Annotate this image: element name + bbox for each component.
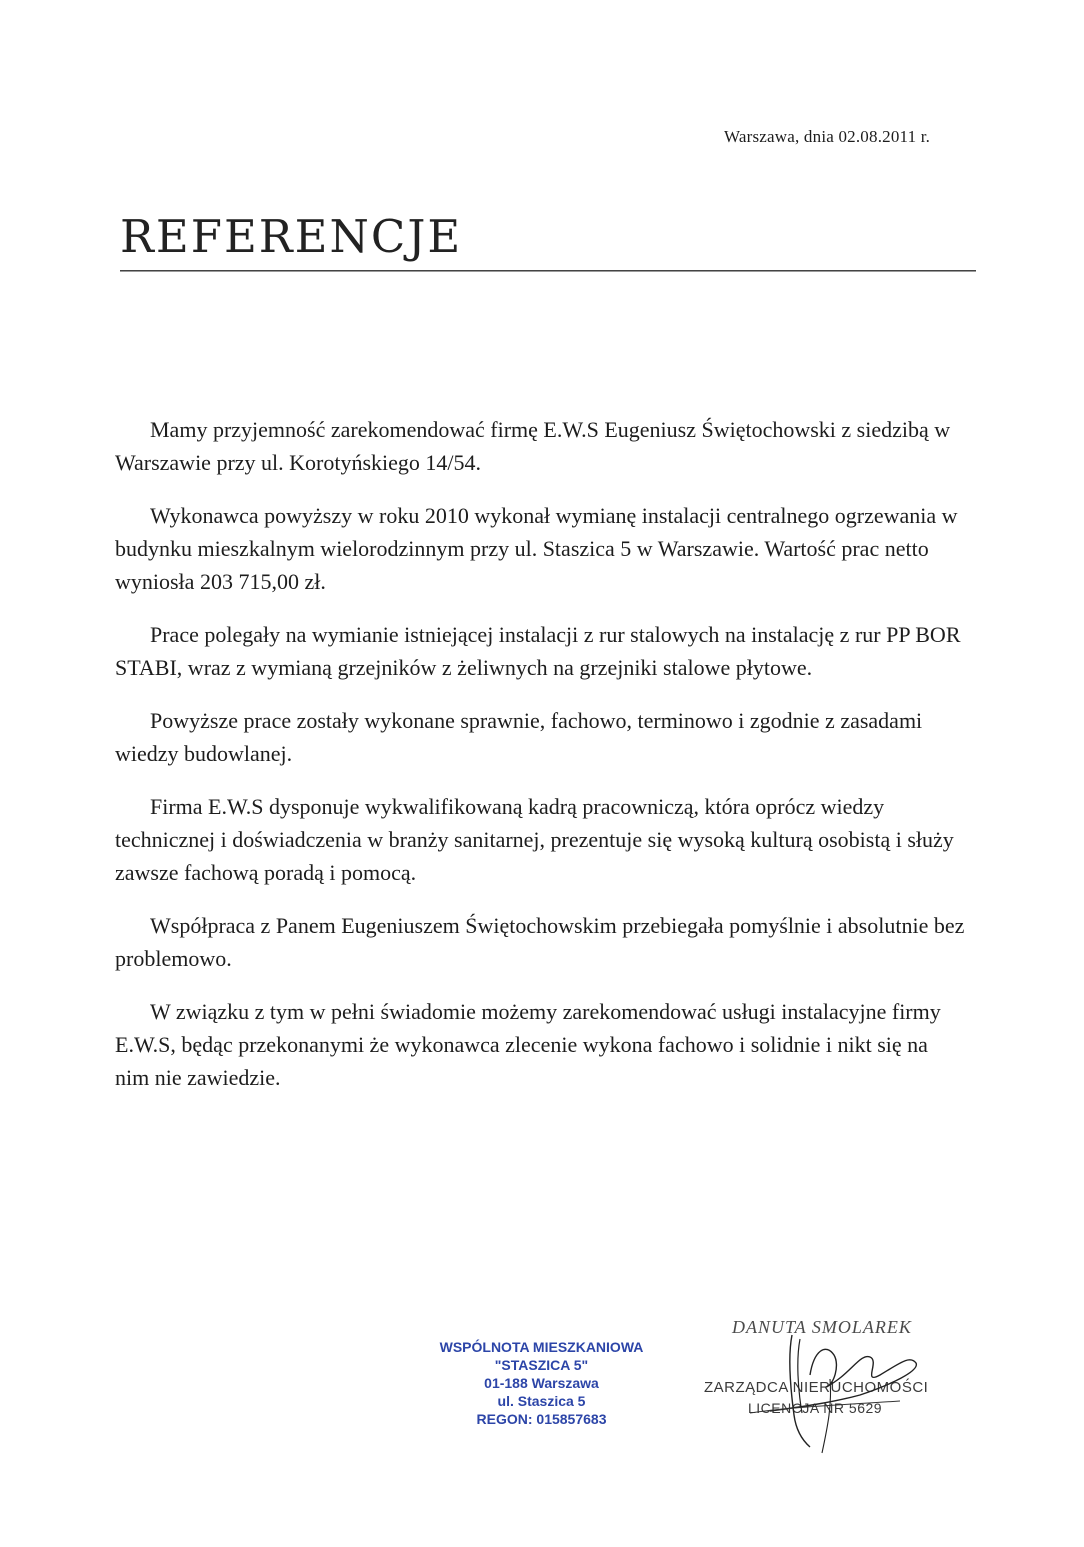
- stamp-line: ul. Staszica 5: [497, 1393, 586, 1409]
- paragraph: W związku z tym w pełni świadomie możemy zarekomendować usługi instalacyjne firmy E.W.S, będąc przekonanymi że wykonawca zlecenie wykona fachowo i solidnie i nikt się na nim nie zawiedzie.: [115, 999, 941, 1090]
- paragraph: Wykonawca powyższy w roku 2010 wykonał wymianę instalacji centralnego ogrzewania w budynku mieszkalnym wielorodzinnym przy ul. Staszica 5 w Warszawie. Wartość prac netto wyniosła 203 715,00 zł.: [115, 503, 958, 594]
- handwritten-signature: [730, 1315, 930, 1455]
- manager-seal: [700, 1315, 960, 1455]
- community-stamp: [414, 1338, 669, 1428]
- stamp-line: REGON: 015857683: [476, 1411, 607, 1427]
- document-title: REFERENCJE: [120, 210, 463, 263]
- stamp-line: 01-188 Warszawa: [484, 1375, 599, 1391]
- seal-name: DANUTA SMOLAREK: [732, 1317, 912, 1337]
- stamp-line: "STASZICA 5": [494, 1357, 589, 1373]
- title-underline: [120, 270, 976, 272]
- date-line: Warszawa, dnia 02.08.2011 r.: [724, 127, 931, 146]
- paragraph: Mamy przyjemność zarekomendować firmę E.W.S Eugeniusz Świętochowski z siedzibą w Warszawie przy ul. Korotyńskiego 14/54.: [115, 417, 951, 475]
- paragraph: Powyższe prace zostały wykonane sprawnie, fachowo, terminowo i zgodnie z zasadami wiedzy budowlanej.: [115, 708, 923, 766]
- seal-role: ZARZĄDCA NIERUCHOMOŚCI: [704, 1379, 929, 1396]
- paragraph: Współpraca z Panem Eugeniuszem Świętochowskim przebiegała pomyślnie i absolutnie bez problemowo.: [115, 913, 965, 971]
- letter-body: [115, 413, 965, 1114]
- seal-license: LICENCJA NR 5629: [748, 1400, 883, 1416]
- paragraph: Firma E.W.S dysponuje wykwalifikowaną kadrą pracowniczą, która oprócz wiedzy technicznej i doświadczenia w branży sanitarnej, prezentuje się wysoką kulturą osobistą i służy zawsze fachową poradą i pomocą.: [115, 794, 954, 885]
- stamp-line: WSPÓLNOTA MIESZKANIOWA: [439, 1339, 644, 1355]
- paragraph: Prace polegały na wymianie istniejącej instalacji z rur stalowych na instalację z rur PP BOR STABI, wraz z wymianą grzejników z żeliwnych na grzejniki stalowe płytowe.: [115, 622, 961, 680]
